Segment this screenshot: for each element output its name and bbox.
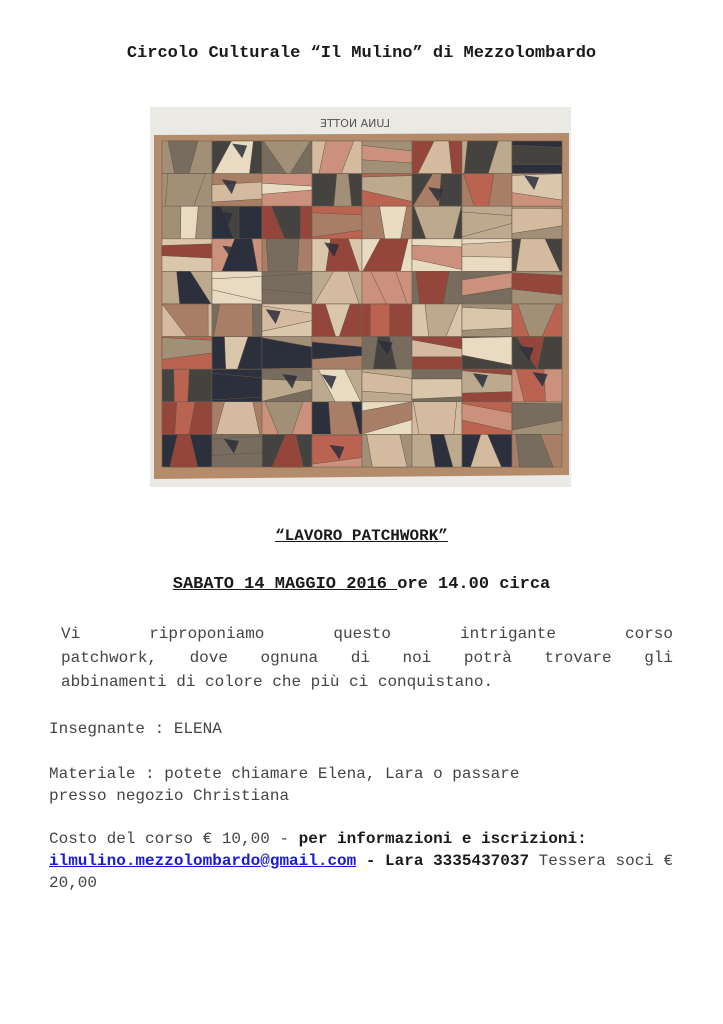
info-label: per informazioni e iscrizioni:: [298, 830, 587, 848]
event-date: [0, 575, 723, 594]
cost-info: [49, 828, 689, 894]
teacher-info: Insegnante : ELENA: [49, 720, 222, 738]
cost-text: Costo del corso € 10,00 -: [49, 830, 299, 848]
material-info: [49, 763, 689, 807]
event-time: ore 14.00 circa: [397, 575, 551, 594]
contact-phone: - Lara 3335437037: [356, 852, 530, 870]
event-date-underlined: SABATO 14 MAGGIO 2016: [172, 575, 398, 594]
membership-fee: Tessera soci € 20,00: [49, 852, 674, 892]
intro-paragraph: [61, 622, 673, 694]
material-line-1: Materiale : potete chiamare Elena, Lara o passare: [49, 765, 520, 783]
quilt-label: LUNA NOTTE: [320, 117, 390, 130]
intro-line-3: abbinamenti di colore che più ci conquistano.: [61, 673, 494, 691]
quilt-sheen: [162, 141, 562, 467]
quilt-image: [150, 107, 571, 487]
material-line-2: presso negozio Christiana: [49, 787, 290, 805]
intro-line-1: Vi riproponiamo questo intrigante corso: [61, 625, 673, 643]
organization-title: Circolo Culturale “Il Mulino” di Mezzolombardo: [126, 44, 597, 63]
intro-line-2: patchwork, dove ognuna di noi potrà trovare gli: [61, 649, 673, 667]
email-link[interactable]: ilmulino.mezzolombardo@gmail.com: [49, 852, 357, 870]
event-title-text: “LAVORO PATCHWORK”: [275, 527, 448, 545]
event-title: [0, 527, 723, 545]
quilt-photo: [150, 107, 571, 487]
